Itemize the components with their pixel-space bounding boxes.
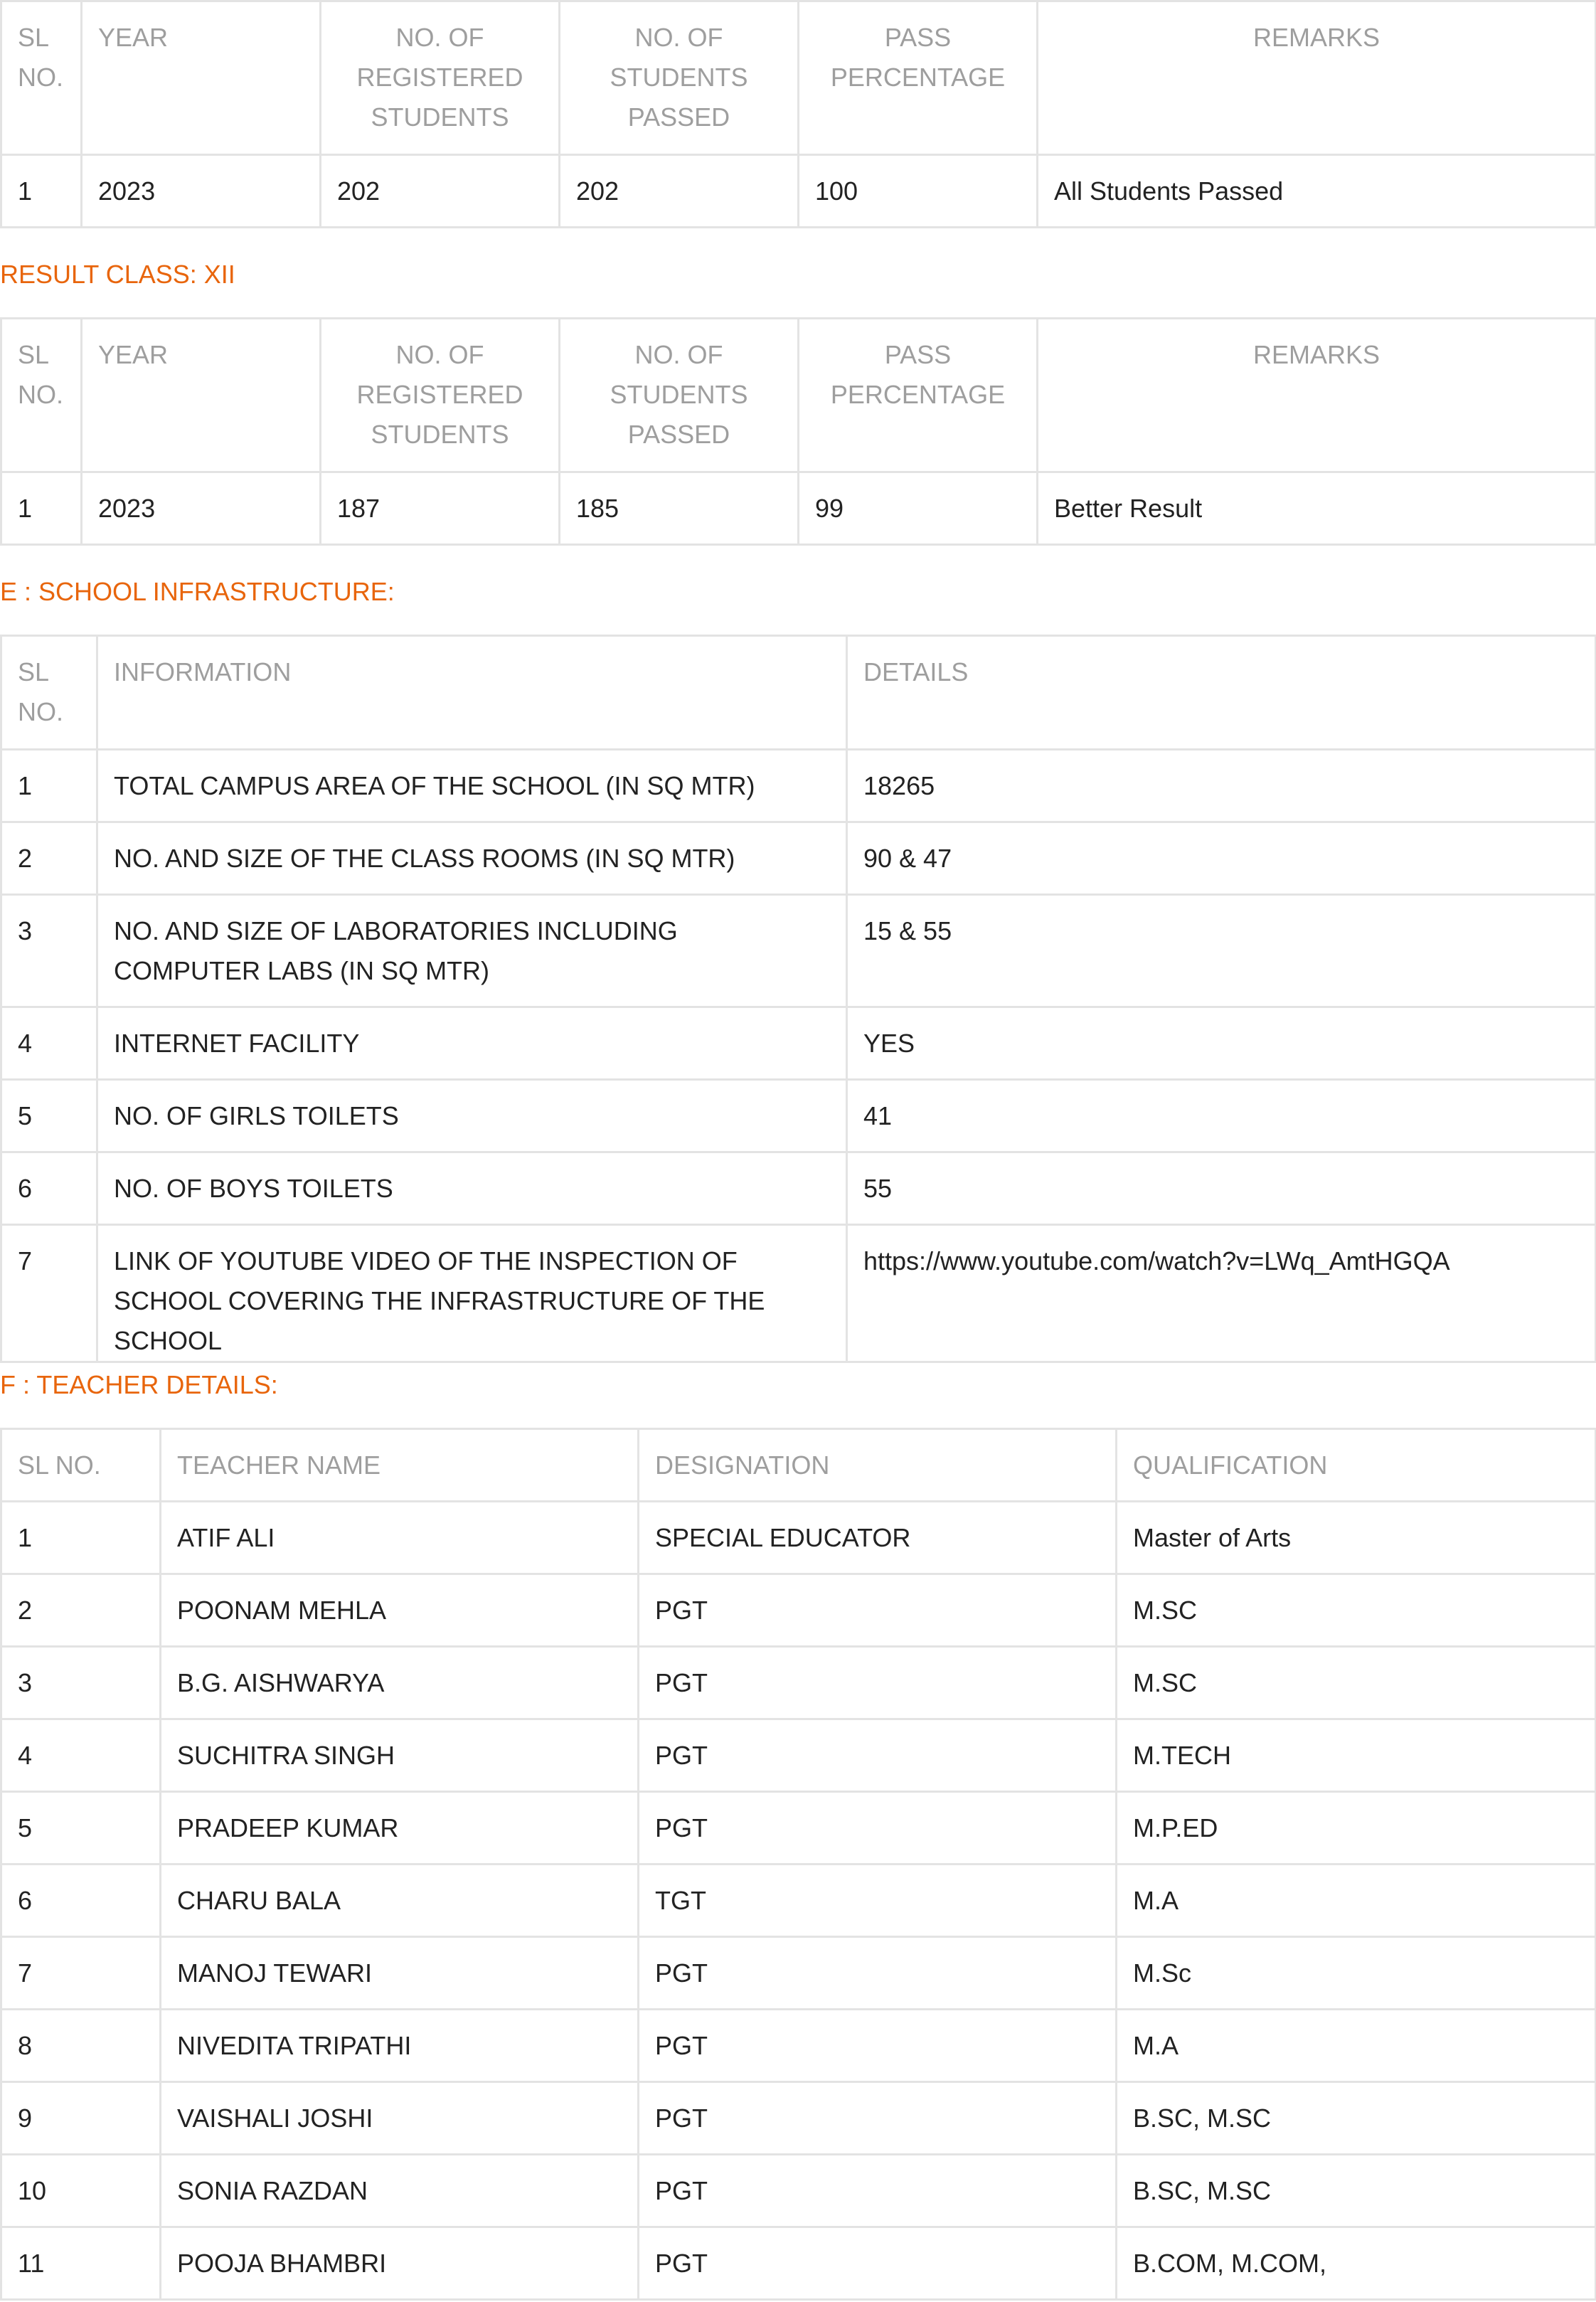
cell: 10 <box>1 2155 161 2227</box>
header-registered: NO. OF REGISTERED STUDENTS <box>321 1 560 155</box>
table-header-row <box>1 1 1596 155</box>
cell: PGT <box>639 2227 1117 2300</box>
cell: CHARU BALA <box>161 1865 639 1937</box>
header-details: DETAILS <box>847 636 1596 750</box>
table-row <box>1 1007 1596 1080</box>
table-row <box>1 1225 1596 1362</box>
cell: PGT <box>639 1647 1117 1719</box>
cell: 18265 <box>847 750 1596 822</box>
table-row <box>1 822 1596 895</box>
table-row <box>1 2010 1596 2082</box>
cell: 99 <box>799 472 1038 545</box>
header-remarks: REMARKS <box>1038 1 1596 155</box>
header-sl-no: SL NO. <box>1 319 82 472</box>
cell: Master of Arts <box>1117 1502 1596 1574</box>
cell: M.A <box>1117 1865 1596 1937</box>
table-row <box>1 1865 1596 1937</box>
table-row <box>1 1502 1596 1574</box>
result-class-xii-title: RESULT CLASS: XII <box>0 260 235 289</box>
cell: SUCHITRA SINGH <box>161 1719 639 1792</box>
cell: SPECIAL EDUCATOR <box>639 1502 1117 1574</box>
table-row <box>1 155 1596 228</box>
cell: VAISHALI JOSHI <box>161 2082 639 2155</box>
header-teacher-name: TEACHER NAME <box>161 1429 639 1502</box>
cell: M.Sc <box>1117 1937 1596 2010</box>
teacher-details-title: F : TEACHER DETAILS: <box>0 1370 278 1399</box>
table-row <box>1 1574 1596 1647</box>
cell: NO. OF BOYS TOILETS <box>97 1152 847 1225</box>
cell: 1 <box>1 1502 161 1574</box>
table-row <box>1 1080 1596 1152</box>
table-row <box>1 2082 1596 2155</box>
cell: All Students Passed <box>1038 155 1596 228</box>
cell: 11 <box>1 2227 161 2300</box>
cell: TGT <box>639 1865 1117 1937</box>
cell: SONIA RAZDAN <box>161 2155 639 2227</box>
cell: 202 <box>560 155 799 228</box>
cell: 1 <box>1 155 82 228</box>
cell: 4 <box>1 1719 161 1792</box>
table-header-row <box>1 319 1596 472</box>
cell: LINK OF YOUTUBE VIDEO OF THE INSPECTION OF SCHOOL COVERING THE INFRASTRUCTURE OF THE SCHOOL <box>97 1225 847 1362</box>
cell: M.SC <box>1117 1574 1596 1647</box>
cell: 9 <box>1 2082 161 2155</box>
cell: 5 <box>1 1792 161 1865</box>
header-qualification: QUALIFICATION <box>1117 1429 1596 1502</box>
header-sl-no: SL NO. <box>1 636 97 750</box>
cell: M.TECH <box>1117 1719 1596 1792</box>
cell: Better Result <box>1038 472 1596 545</box>
cell: 2023 <box>82 155 321 228</box>
header-information: INFORMATION <box>97 636 847 750</box>
cell: 5 <box>1 1080 97 1152</box>
cell: POOJA BHAMBRI <box>161 2227 639 2300</box>
header-sl-no: SL NO. <box>1 1429 161 1502</box>
cell: 2023 <box>82 472 321 545</box>
header-pass-percentage: PASS PERCENTAGE <box>799 319 1038 472</box>
cell: INTERNET FACILITY <box>97 1007 847 1080</box>
cell: YES <box>847 1007 1596 1080</box>
table-row <box>1 2155 1596 2227</box>
cell: POONAM MEHLA <box>161 1574 639 1647</box>
cell: M.SC <box>1117 1647 1596 1719</box>
cell: 185 <box>560 472 799 545</box>
result-class-x-table <box>0 0 1596 228</box>
cell: PGT <box>639 1719 1117 1792</box>
cell: 7 <box>1 1937 161 2010</box>
header-registered: NO. OF REGISTERED STUDENTS <box>321 319 560 472</box>
cell: 3 <box>1 895 97 1007</box>
infrastructure-table <box>0 635 1596 1363</box>
cell: 4 <box>1 1007 97 1080</box>
table-row <box>1 1719 1596 1792</box>
cell: M.A <box>1117 2010 1596 2082</box>
cell: PGT <box>639 1574 1117 1647</box>
table-row <box>1 1647 1596 1719</box>
result-class-xii-table <box>0 317 1596 546</box>
cell: 1 <box>1 750 97 822</box>
header-designation: DESIGNATION <box>639 1429 1117 1502</box>
cell: B.SC, M.SC <box>1117 2155 1596 2227</box>
cell: NO. AND SIZE OF LABORATORIES INCLUDING COMPUTER LABS (IN SQ MTR) <box>97 895 847 1007</box>
table-row <box>1 2227 1596 2300</box>
cell: 2 <box>1 1574 161 1647</box>
header-year: YEAR <box>82 319 321 472</box>
header-passed: NO. OF STUDENTS PASSED <box>560 319 799 472</box>
cell: NO. OF GIRLS TOILETS <box>97 1080 847 1152</box>
cell: 202 <box>321 155 560 228</box>
cell: 7 <box>1 1225 97 1362</box>
table-row <box>1 1937 1596 2010</box>
cell: NO. AND SIZE OF THE CLASS ROOMS (IN SQ MTR) <box>97 822 847 895</box>
cell: TOTAL CAMPUS AREA OF THE SCHOOL (IN SQ MTR) <box>97 750 847 822</box>
header-year: YEAR <box>82 1 321 155</box>
cell: MANOJ TEWARI <box>161 1937 639 2010</box>
youtube-link[interactable]: https://www.youtube.com/watch?v=LWq_AmtHGQA <box>847 1225 1596 1362</box>
cell: 6 <box>1 1152 97 1225</box>
cell: PGT <box>639 1792 1117 1865</box>
cell: M.P.ED <box>1117 1792 1596 1865</box>
cell: 2 <box>1 822 97 895</box>
table-row <box>1 895 1596 1007</box>
table-row <box>1 1792 1596 1865</box>
cell: NIVEDITA TRIPATHI <box>161 2010 639 2082</box>
header-pass-percentage: PASS PERCENTAGE <box>799 1 1038 155</box>
cell: 187 <box>321 472 560 545</box>
cell: PGT <box>639 1937 1117 2010</box>
cell: PGT <box>639 2155 1117 2227</box>
table-header-row <box>1 1429 1596 1502</box>
cell: B.COM, M.COM, <box>1117 2227 1596 2300</box>
cell: 15 & 55 <box>847 895 1596 1007</box>
table-row <box>1 472 1596 545</box>
header-remarks: REMARKS <box>1038 319 1596 472</box>
cell: ATIF ALI <box>161 1502 639 1574</box>
teacher-details-table <box>0 1428 1596 2301</box>
cell: 41 <box>847 1080 1596 1152</box>
cell: 90 & 47 <box>847 822 1596 895</box>
cell: 6 <box>1 1865 161 1937</box>
table-row <box>1 1152 1596 1225</box>
header-sl-no: SL NO. <box>1 1 82 155</box>
cell: 3 <box>1 1647 161 1719</box>
cell: 100 <box>799 155 1038 228</box>
cell: PRADEEP KUMAR <box>161 1792 639 1865</box>
cell: B.SC, M.SC <box>1117 2082 1596 2155</box>
cell: 8 <box>1 2010 161 2082</box>
cell: PGT <box>639 2082 1117 2155</box>
header-passed: NO. OF STUDENTS PASSED <box>560 1 799 155</box>
infrastructure-title: E : SCHOOL INFRASTRUCTURE: <box>0 577 395 606</box>
cell: 1 <box>1 472 82 545</box>
cell: 55 <box>847 1152 1596 1225</box>
table-header-row <box>1 636 1596 750</box>
cell: PGT <box>639 2010 1117 2082</box>
table-row <box>1 750 1596 822</box>
cell: B.G. AISHWARYA <box>161 1647 639 1719</box>
